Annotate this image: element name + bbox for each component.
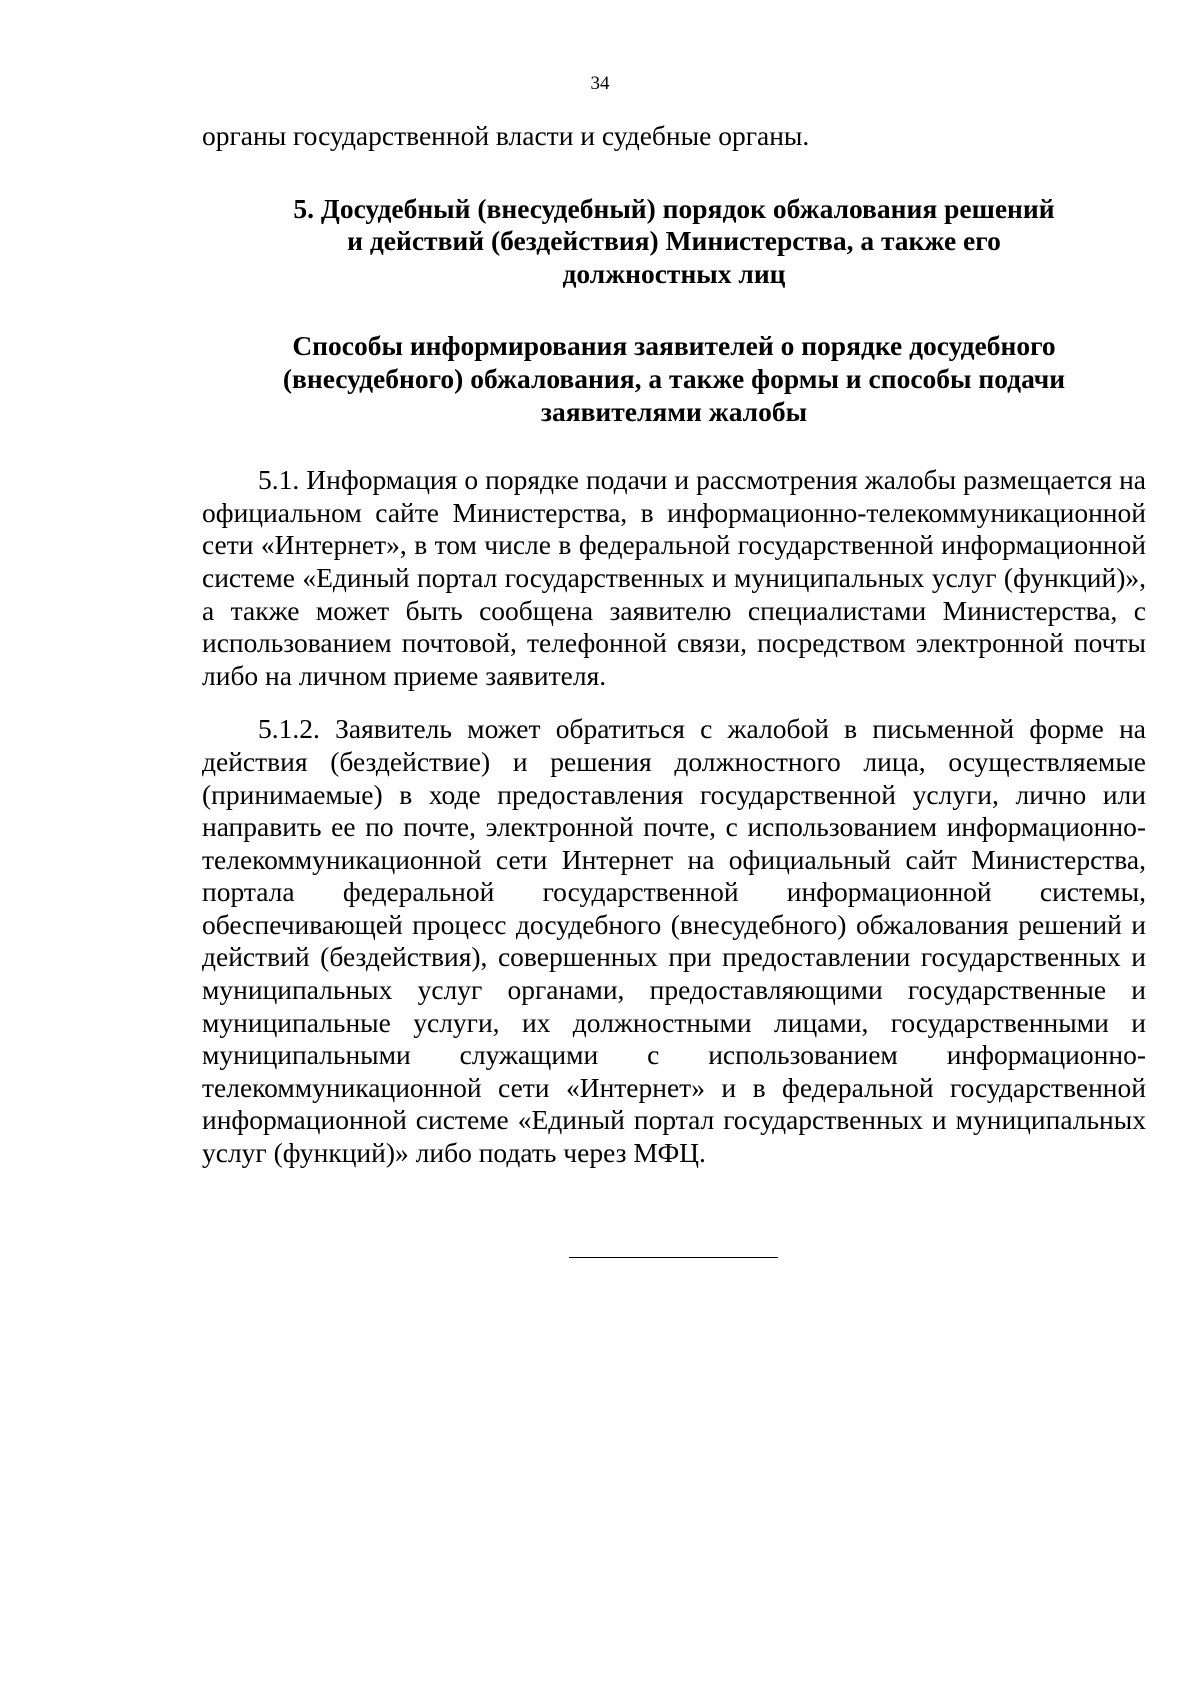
subsection-title-line: (внесудебного) обжалования, а также формы и способы подачи xyxy=(282,362,1066,394)
section-title-line: и действий (бездействия) Министерства, а также его xyxy=(347,225,1001,257)
section-title xyxy=(202,193,1146,291)
continued-text: органы государственной власти и судебные органы. xyxy=(202,120,810,151)
subsection-title xyxy=(202,330,1146,428)
page-number: 34 xyxy=(590,73,610,94)
paragraph-5-1-2: 5.1.2. Заявитель может обратиться с жалобой в письменной форме на действия (бездействие) и решения должностного лица, осуществляемые (принимаемые) в ходе предоставления государственной услуги, лично или направить ее по почте, электронной почте, с использованием информационно-телекоммуникационной сети Интернет на официальный сайт Министерства, портала федеральной государственной информационной системы, обеспечивающей процесс досудебного (внесудебного) обжалования решений и действий (бездействия), совершенных при предоставлении государственных и муниципальных услуг органами, предоставляющими государственные и муниципальные услуги, их должностными лицами, государственными и муниципальными служащими с использованием информационно-телекоммуникационной сети «Интернет» и в федеральной государственной информационной системе «Единый портал государственных и муниципальных услуг (функций)» либо подать через МФЦ. xyxy=(202,713,1146,1169)
subsection-title-line: заявителями жалобы xyxy=(540,395,808,427)
section-title-line: 5. Досудебный (внесудебный) порядок обжалования решений xyxy=(293,192,1055,224)
subsection-title-line: Способы информирования заявителей о порядке досудебного xyxy=(292,330,1056,362)
section-title-line: должностных лиц xyxy=(562,257,786,289)
document-body xyxy=(202,120,1146,1170)
paragraph-5-1: 5.1. Информация о порядке подачи и рассмотрения жалобы размещается на официальном сайте Министерства, в информационно-телекоммуникационной сети «Интернет», в том числе в федеральной государственной информационной системе «Единый портал государственных и муниципальных услуг (функций)», а также может быть сообщена заявителю специалистами Министерства, с использованием почтовой, телефонной связи, посредством электронной почты либо на личном приеме заявителя. xyxy=(202,464,1146,691)
end-of-section-rule xyxy=(569,1257,778,1258)
